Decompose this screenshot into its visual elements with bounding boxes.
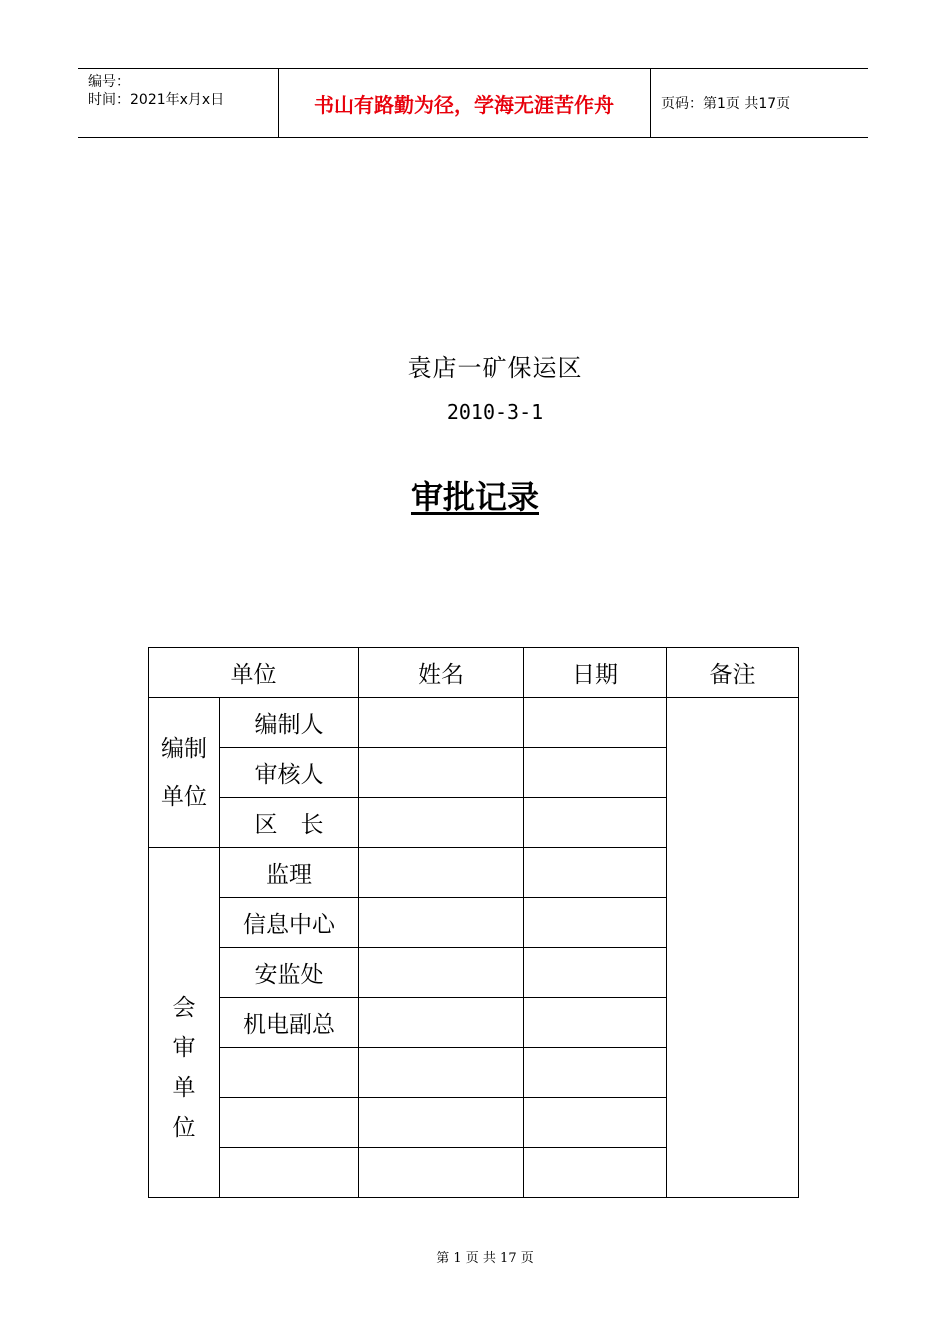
date-cell[interactable] <box>524 1048 667 1098</box>
role-cell: 机电副总 <box>220 998 359 1048</box>
header-remarks: 备注 <box>667 648 799 698</box>
table-row <box>149 698 799 748</box>
approval-table <box>148 647 799 1198</box>
table-header-row <box>149 648 799 698</box>
name-cell[interactable] <box>359 798 524 848</box>
role-cell[interactable] <box>220 1098 359 1148</box>
group-review-char: 会 <box>172 994 196 1021</box>
role-cell: 监理 <box>220 848 359 898</box>
role-cell: 编制人 <box>220 698 359 748</box>
name-cell[interactable] <box>359 1098 524 1148</box>
role-cell[interactable] <box>220 1048 359 1098</box>
date-cell[interactable] <box>524 848 667 898</box>
document-header <box>78 68 868 138</box>
document-title-text: 审批记录 <box>410 478 539 516</box>
group-compile-label-1: 编制 <box>161 735 207 762</box>
header-name: 姓名 <box>359 648 524 698</box>
date-cell[interactable] <box>524 898 667 948</box>
name-cell[interactable] <box>359 898 524 948</box>
group-review-char: 单 <box>172 1074 196 1101</box>
header-page-info: 页码：第1页 共17页 <box>661 96 791 112</box>
date-cell[interactable] <box>524 748 667 798</box>
header-unit: 单位 <box>149 648 359 698</box>
time-label: 时间：2021年x月x日 <box>88 92 225 108</box>
date-cell[interactable] <box>524 1098 667 1148</box>
remarks-cell[interactable] <box>667 698 799 1198</box>
header-date: 日期 <box>524 648 667 698</box>
date-cell[interactable] <box>524 998 667 1048</box>
date-cell[interactable] <box>524 798 667 848</box>
group-compile-label-2: 单位 <box>161 783 207 810</box>
group-review-char: 审 <box>172 1034 196 1061</box>
group-review-unit <box>149 848 220 1198</box>
role-cell: 审核人 <box>220 748 359 798</box>
document-title <box>0 472 950 518</box>
name-cell[interactable] <box>359 1148 524 1198</box>
header-meta <box>78 69 279 137</box>
name-cell[interactable] <box>359 698 524 748</box>
name-cell[interactable] <box>359 1048 524 1098</box>
name-cell[interactable] <box>359 948 524 998</box>
date-cell[interactable] <box>524 948 667 998</box>
number-label: 编号： <box>88 74 130 90</box>
name-cell[interactable] <box>359 748 524 798</box>
role-cell: 信息中心 <box>220 898 359 948</box>
name-cell[interactable] <box>359 998 524 1048</box>
date-cell[interactable] <box>524 698 667 748</box>
header-motto: 书山有路勤为径，学海无涯苦作舟 <box>278 69 651 137</box>
group-review-char: 位 <box>172 1114 196 1141</box>
role-cell[interactable] <box>220 1148 359 1198</box>
role-cell: 区 长 <box>220 798 359 848</box>
organization-name: 袁店一矿保运区 <box>407 354 583 382</box>
date-cell[interactable] <box>524 1148 667 1198</box>
page-footer: 第 1 页 共 17 页 <box>436 1251 534 1266</box>
role-cell: 安监处 <box>220 948 359 998</box>
document-date: 2010-3-1 <box>446 400 544 424</box>
group-compile-unit <box>149 698 220 848</box>
name-cell[interactable] <box>359 848 524 898</box>
